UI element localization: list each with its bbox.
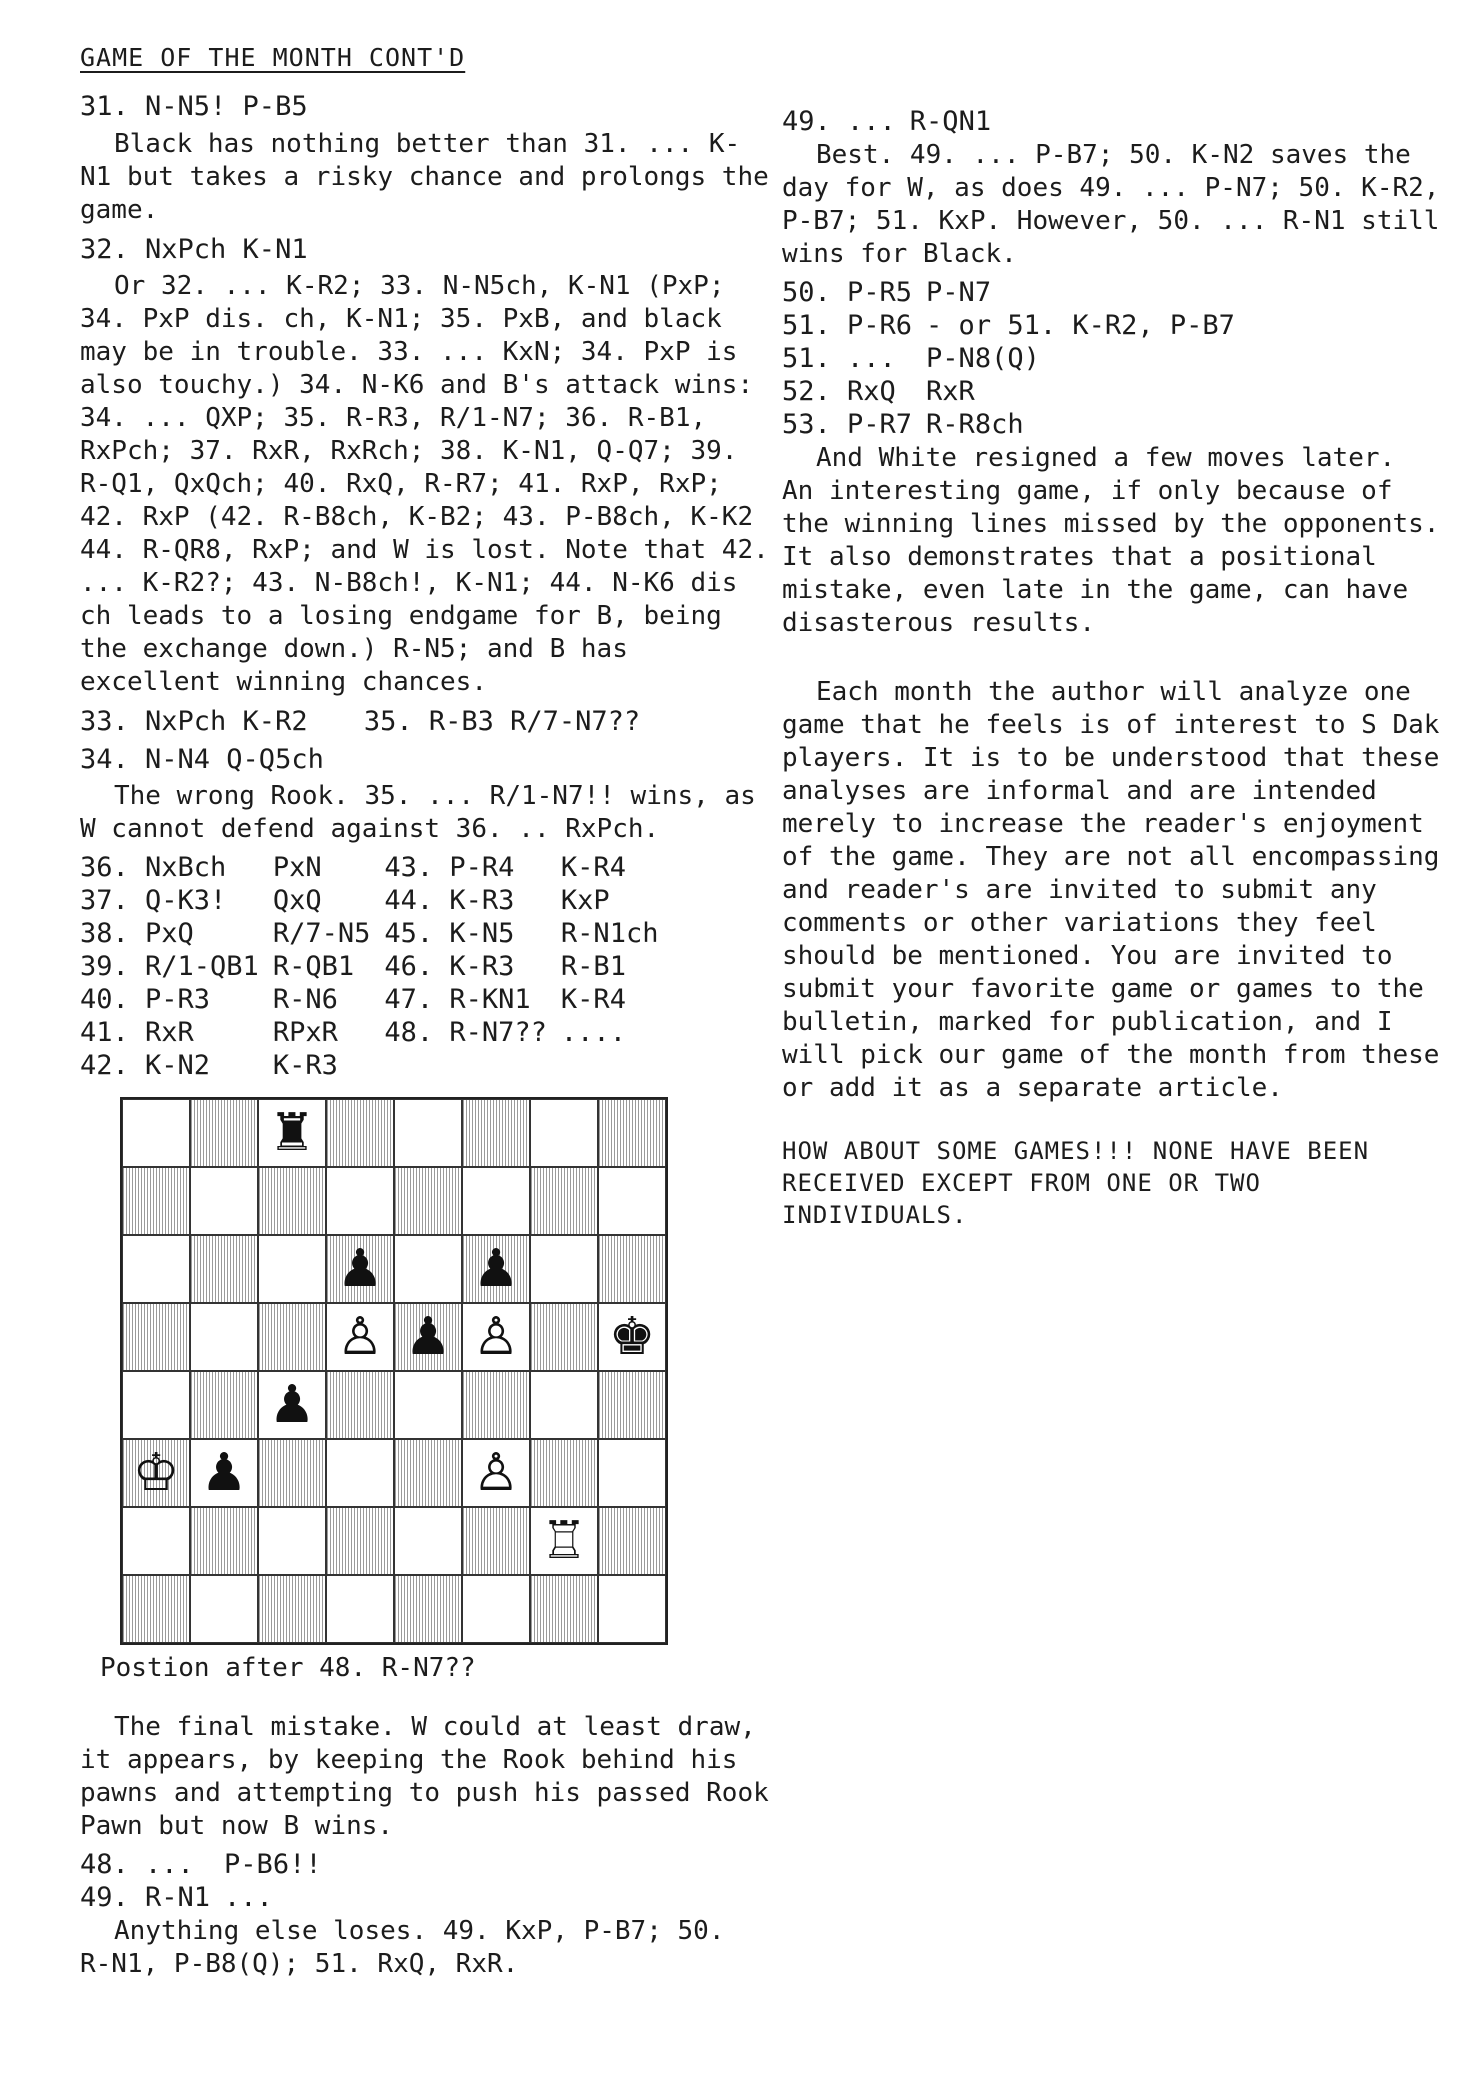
move-row [782, 277, 1249, 310]
right-column [782, 106, 1456, 1231]
move-table-49 [782, 106, 1005, 139]
board-square [122, 1235, 190, 1303]
board-square [530, 1167, 598, 1235]
move-cell: 48. R-N7?? [384, 1017, 547, 1048]
move-cell: 41. RxR [80, 1017, 194, 1048]
move-cell: R/7-N5 [272, 918, 371, 949]
board-square [190, 1167, 258, 1235]
move-cell: K-R3 [272, 1050, 338, 1081]
board-square [394, 1439, 462, 1507]
move-cell: 50. P-R5 [782, 277, 913, 308]
move-cell [561, 1050, 673, 1083]
appeal-note: HOW ABOUT SOME GAMES!!! NONE HAVE BEEN RECEIVED EXCEPT FROM ONE OR TWO INDIVIDUALS. [782, 1137, 1385, 1229]
board-square [530, 1303, 598, 1371]
move-cell: - or 51. K-R2, P-B7 [926, 310, 1235, 341]
board-square [530, 1507, 598, 1575]
move-33: 33. NxPch K-R2 [80, 706, 308, 737]
move-cell: 49. ... [782, 106, 896, 137]
board-square [122, 1099, 190, 1167]
board-square [326, 1099, 394, 1167]
move-cell: R-N1ch [560, 918, 659, 949]
move-table-50-53 [782, 277, 1249, 442]
move-cell: 36. NxBch [80, 852, 227, 883]
board-square [394, 1507, 462, 1575]
note-49-loses: Anything else loses. 49. KxP, P-B7; 50. R-N1, P-B8(Q); 51. RxQ, RxR. [80, 1916, 741, 1979]
move-cell: 51. ... [782, 343, 896, 374]
move-cell: R-QN1 [909, 106, 992, 137]
board-square [122, 1167, 190, 1235]
move-cell: 47. R-KN1 [384, 984, 531, 1015]
move-cell: RPxR [272, 1017, 338, 1048]
board-square [326, 1167, 394, 1235]
board-square [462, 1167, 530, 1235]
move-cell: 44. K-R3 [384, 885, 515, 916]
board-square [462, 1303, 530, 1371]
board-square [598, 1575, 666, 1643]
move-31: 31. N-N5! P-B5 [80, 91, 308, 122]
board-square [190, 1303, 258, 1371]
board-square [326, 1507, 394, 1575]
move-cell: P-B6!! [224, 1849, 322, 1880]
move-row [80, 1017, 672, 1050]
move-cell: ... [224, 1882, 273, 1913]
move-cell: PxN [272, 852, 322, 883]
note-32: Or 32. ... K-R2; 33. N-N5ch, K-N1 (PxP; 34. PxP dis. ch, K-N1; 35. PxB, and black may be in trouble. 33. ... KxN; 34. PxP is also touchy.) 34. N-K6 and B's attack wins: 34. ... QXP; 35. R-R3, R/1-N7; 36. R-B1, RxPch; 37. RxR, RxRch; 38. K-N1, Q-Q7; 39. R-Q1, QxQch; 40. RxQ, R-R7; 41. RxP, RxP; 42. RxP (42. R-B8ch, K-B2; 43. P-B8ch, K-K2 44. R-QR8, RxP; and W is lost. Note that 42. ... K-R2?; 43. N-B8ch!, K-N1; 44. N-K6 dis ch leads to a losing endgame for B, being the exchange down.) R-N5; and B has excellent winning chances. [80, 271, 785, 697]
move-cell: KxP [560, 885, 610, 916]
move-cell: 43. P-R4 [384, 852, 515, 883]
board-square [258, 1167, 326, 1235]
move-cell: R-R8ch [926, 409, 1024, 440]
board-square [122, 1303, 190, 1371]
move-row [80, 984, 672, 1017]
white-pawn-icon: ♙ [472, 1443, 520, 1503]
board-square [598, 1507, 666, 1575]
board-square [598, 1371, 666, 1439]
move-cell: R-B1 [560, 951, 626, 982]
move-cell: 39. R/1-QB1 [80, 951, 259, 982]
board-square [394, 1099, 462, 1167]
move-35: 35. R-B3 R/7-N7?? [363, 706, 641, 737]
board-square [394, 1575, 462, 1643]
move-34: 34. N-N4 Q-Q5ch [80, 743, 324, 775]
move-cell: 53. P-R7 [782, 409, 913, 440]
white-rook-icon: ♖ [540, 1511, 588, 1571]
move-cell: K-R4 [560, 852, 626, 883]
move-row [782, 106, 1005, 139]
black-rook-icon: ♜ [268, 1103, 316, 1163]
move-cell: RxR [926, 376, 975, 407]
move-cell: K-R4 [560, 984, 626, 1015]
move-cell: 46. K-R3 [384, 951, 515, 982]
white-pawn-icon: ♙ [472, 1307, 520, 1367]
board-square [326, 1575, 394, 1643]
move-row [782, 376, 1249, 409]
board-square [598, 1439, 666, 1507]
move-row [80, 1050, 672, 1083]
board-square [598, 1099, 666, 1167]
board-square [258, 1235, 326, 1303]
black-pawn-icon: ♟ [472, 1239, 520, 1299]
board-square [462, 1439, 530, 1507]
board-square [258, 1507, 326, 1575]
chess-board-diagram [120, 1097, 668, 1645]
board-square [122, 1371, 190, 1439]
board-square [394, 1303, 462, 1371]
move-cell: 52. RxQ [782, 376, 896, 407]
board-square [258, 1371, 326, 1439]
move-cell: P-N8(Q) [926, 343, 1040, 374]
black-pawn-icon: ♟ [336, 1239, 384, 1299]
board-square [462, 1507, 530, 1575]
move-table-48-49 [80, 1849, 336, 1915]
move-cell: P-N7 [926, 277, 992, 308]
move-32: 32. NxPch K-N1 [80, 233, 308, 265]
board-caption: Postion after 48. R-N7?? [100, 1653, 476, 1683]
board-square [190, 1507, 258, 1575]
move-row [80, 1882, 336, 1915]
board-square [190, 1575, 258, 1643]
move-row [80, 918, 672, 951]
note-49-best: Best. 49. ... P-B7; 50. K-N2 saves the day for W, as does 49. ... P-N7; 50. K-R2, P-B7; 51. KxP. However, 50. ... R-N1 still wins for Black. [782, 140, 1456, 269]
conclusion: And White resigned a few moves later. An interesting game, if only because of the winning lines missed by the opponents. It also demonstrates that a positional mistake, even late in the game, can have disasterous results. [782, 443, 1456, 638]
move-cell: 37. Q-K3! [80, 885, 227, 916]
note-35: The wrong Rook. 35. ... R/1-N7!! wins, as W cannot defend against 36. .. RxPch. [80, 781, 772, 844]
left-column [80, 40, 785, 1987]
board-square [598, 1167, 666, 1235]
move-cell: 42. K-N2 [80, 1050, 211, 1081]
board-square [258, 1303, 326, 1371]
page-heading: GAME OF THE MONTH CONT'D [80, 43, 466, 72]
board-square [190, 1235, 258, 1303]
board-square [122, 1575, 190, 1643]
move-cell: 40. P-R3 [80, 984, 211, 1015]
board-square [598, 1235, 666, 1303]
board-square [326, 1303, 394, 1371]
white-king-icon: ♔ [132, 1443, 180, 1503]
board-square [462, 1235, 530, 1303]
moves-33-35 [80, 705, 770, 780]
board-square [530, 1235, 598, 1303]
move-cell: 49. R-N1 [80, 1882, 211, 1913]
board-square [394, 1371, 462, 1439]
board-square [258, 1439, 326, 1507]
move-row [80, 1849, 336, 1882]
note-31: Black has nothing better than 31. ... K-N1 but takes a risky chance and prolongs the game. [80, 128, 785, 225]
board-square [326, 1371, 394, 1439]
move-cell: 38. PxQ [80, 918, 194, 949]
board-square [394, 1167, 462, 1235]
board-square [530, 1439, 598, 1507]
board-square [462, 1371, 530, 1439]
move-cell: 51. P-R6 [782, 310, 913, 341]
move-cell [384, 1050, 561, 1083]
move-cell: QxQ [272, 885, 322, 916]
author-note: Each month the author will analyze one game that he feels is of interest to S Dak players. It is to be understood that these analyses are informal and are intended merely to increase the reader's enjoyment of the game. They are not all encompassing and reader's are invited to submit any comments or other variations they feel should be mentioned. You are invited to submit your favorite game or games to the bulletin, marked for publication, and I will pick our game of the month from these or add it as a separate article. [782, 677, 1456, 1103]
board-square [530, 1371, 598, 1439]
board-square [530, 1575, 598, 1643]
board-square [258, 1099, 326, 1167]
board-square [190, 1099, 258, 1167]
white-pawn-icon: ♙ [336, 1307, 384, 1367]
move-cell: R-QB1 [272, 951, 355, 982]
board-square [190, 1439, 258, 1507]
board-square [190, 1371, 258, 1439]
board-square [394, 1235, 462, 1303]
board-square [462, 1575, 530, 1643]
move-cell: R-N6 [272, 984, 338, 1015]
board-square [122, 1439, 190, 1507]
move-row [782, 343, 1249, 376]
board-square [462, 1099, 530, 1167]
board-square [598, 1303, 666, 1371]
board-square [122, 1507, 190, 1575]
black-pawn-icon: ♟ [200, 1443, 248, 1503]
move-row [80, 852, 672, 885]
black-pawn-icon: ♟ [404, 1307, 452, 1367]
move-cell: 48. ... [80, 1849, 194, 1880]
board-square [530, 1099, 598, 1167]
move-row [80, 951, 672, 984]
move-row [80, 885, 672, 918]
move-table-36-48 [80, 852, 672, 1083]
board-square [326, 1439, 394, 1507]
black-king-icon: ♚ [608, 1307, 656, 1367]
black-pawn-icon: ♟ [268, 1375, 316, 1435]
move-row [782, 310, 1249, 343]
board-square [326, 1235, 394, 1303]
move-cell: 45. K-N5 [384, 918, 515, 949]
move-cell: .... [560, 1017, 626, 1048]
board-square [258, 1575, 326, 1643]
note-48: The final mistake. W could at least draw, it appears, by keeping the Rook behind his pawns and attempting to push his passed Rook Pawn but now B wins. [80, 1712, 785, 1841]
move-row [782, 409, 1249, 442]
